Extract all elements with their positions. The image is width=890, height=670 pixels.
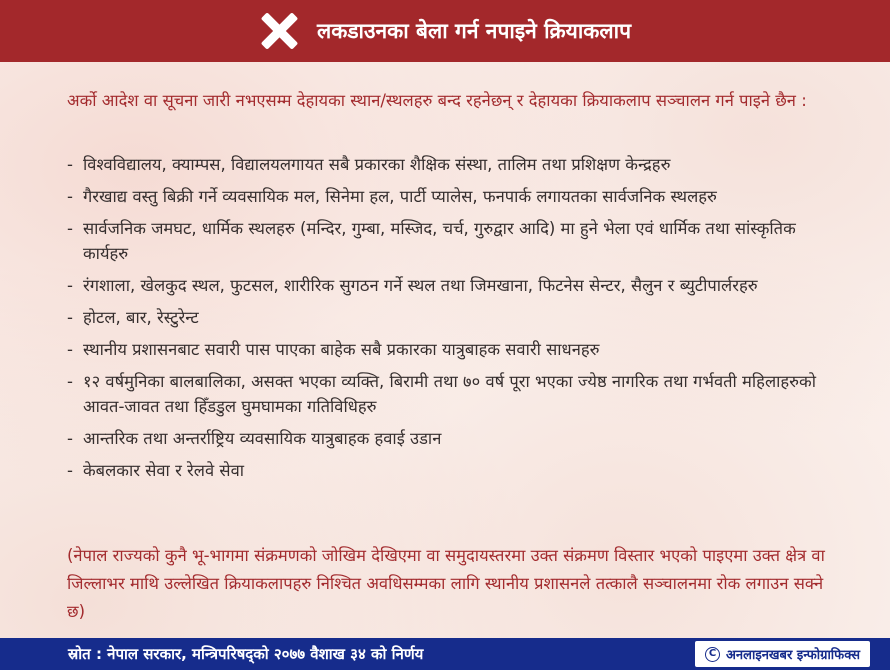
list-item-text: १२ वर्षमुनिका बालबालिका, असक्त भएका व्यक्ति, बिरामी तथा ७० वर्ष पूरा भएका ज्येष्ठ नागरिक तथा गर्भवती महिलाहरुको आवत-जावत तथा हिँडडुल घुमघामका गतिविधिहरु	[83, 372, 816, 416]
credit-text: अनलाइनखबर इन्फोग्राफिक्स	[726, 648, 860, 663]
list-item	[67, 216, 837, 266]
footer-bar	[0, 638, 890, 670]
dash-bullet: -	[67, 155, 73, 174]
dash-bullet: -	[67, 340, 73, 359]
source-text: स्रोत : नेपाल सरकार, मन्त्रिपरिषद्को २०७७ वैशाख ३४ को निर्णय	[68, 645, 424, 663]
list-item-text: विश्वविद्यालय, क्याम्पस, विद्यालयलगायत सबै प्रकारका शैक्षिक संस्था, तालिम तथा प्रशिक्षण केन्द्रहरु	[83, 155, 671, 174]
dash-bullet: -	[67, 372, 73, 391]
dash-bullet: -	[67, 429, 73, 448]
dash-bullet: -	[67, 461, 73, 480]
list-item-text: स्थानीय प्रशासनबाट सवारी पास पाएका बाहेक सबै प्रकारका यात्रुबाहक सवारी साधनहरु	[83, 340, 600, 359]
dash-bullet: -	[67, 308, 73, 327]
x-icon	[259, 11, 299, 51]
list-item-text: गैरखाद्य वस्तु बिक्री गर्ने व्यवसायिक मल, सिनेमा हल, पार्टी प्यालेस, फनपार्क लगायतका सार्वजनिक स्थलहरु	[83, 187, 717, 206]
list-item-text: आन्तरिक तथा अन्तर्राष्ट्रिय व्यवसायिक यात्रुबाहक हवाई उडान	[83, 429, 442, 448]
intro-text: अर्को आदेश वा सूचना जारी नभएसम्म देहायका स्थान/स्थलहरु बन्द रहनेछन् र देहायका क्रियाकलाप सञ्चालन गर्न पाइने छैन :	[67, 91, 807, 110]
copyright-icon: C	[705, 647, 720, 662]
list-item	[67, 152, 837, 177]
list-item	[67, 369, 837, 419]
list-item	[67, 458, 837, 483]
credit-badge	[695, 641, 870, 667]
list-item-text: रंगशाला, खेलकुद स्थल, फुटसल, शारीरिक सुगठन गर्ने स्थल तथा जिमखाना, फिटनेस सेन्टर, सैलुन र ब्युटीपार्लरहरु	[83, 276, 758, 295]
header-content	[259, 11, 631, 51]
list-item-text: सार्वजनिक जमघट, धार्मिक स्थलहरु (मन्दिर, गुम्बा, मस्जिद, चर्च, गुरुद्वार आदि) मा हुने भेला एवं धार्मिक तथा सांस्कृतिक कार्यहरु	[83, 219, 796, 263]
dash-bullet: -	[67, 187, 73, 206]
list-item-text: केबलकार सेवा र रेलवे सेवा	[83, 461, 245, 480]
list-item	[67, 337, 837, 362]
list-item	[67, 426, 837, 451]
dash-bullet: -	[67, 276, 73, 295]
header-banner	[0, 0, 890, 62]
restricted-activities-list	[67, 152, 837, 490]
list-item	[67, 305, 837, 330]
list-item	[67, 184, 837, 209]
dash-bullet: -	[67, 219, 73, 238]
note-text: (नेपाल राज्यको कुनै भू-भागमा संक्रमणको जोखिम देखिएमा वा समुदायस्तरमा उक्त संक्रमण विस्तार भएको पाइएमा उक्त क्षेत्र वा जिल्लाभर माथि उल्लेखित क्रियाकलापहरु निश्चित अवधिसम्मका लागि स्थानीय प्रशासनले तत्कालै सञ्चालनमा रोक लगाउन सक्ने छ)	[67, 546, 825, 621]
list-item	[67, 273, 837, 298]
page-title: लकडाउनका बेला गर्न नपाइने क्रियाकलाप	[316, 19, 632, 43]
list-item-text: होटल, बार, रेस्टुरेन्ट	[83, 308, 199, 327]
main-content	[0, 62, 890, 638]
